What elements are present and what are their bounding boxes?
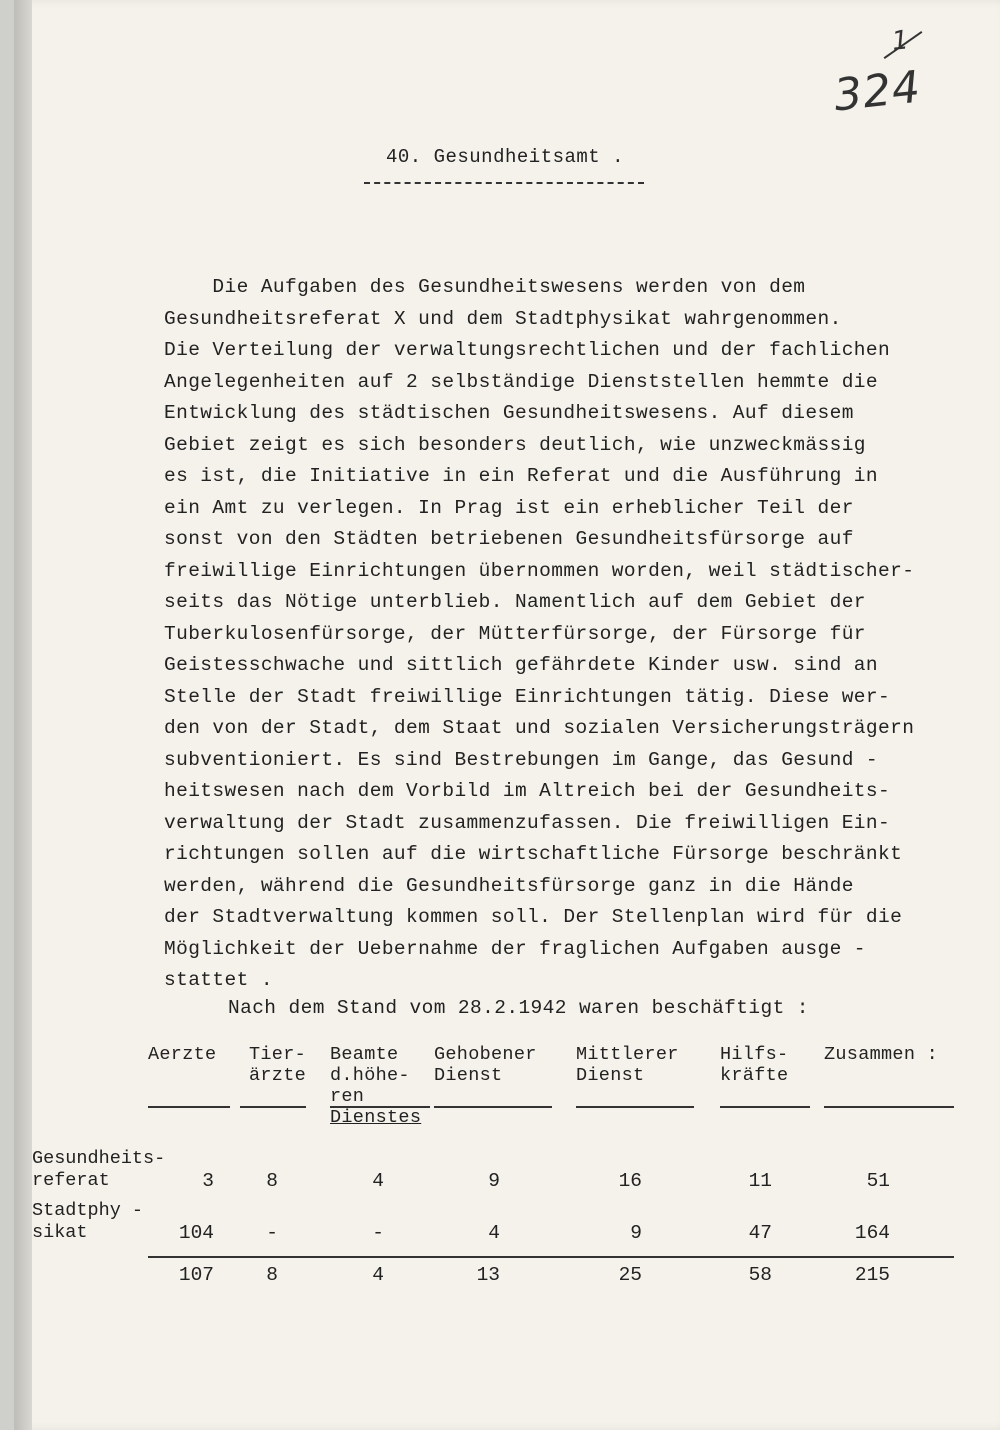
title-underline — [364, 182, 644, 184]
total-cell: 25 — [618, 1264, 642, 1286]
column-header — [576, 1044, 679, 1086]
body-line: Angelegenheiten auf 2 selbständige Dienststellen hemmte die — [164, 370, 879, 393]
column-header-rule — [148, 1106, 230, 1108]
body-line: ein Amt zu verlegen. In Prag ist ein erheblicher Teil der — [164, 496, 854, 519]
column-header-line: Gehobener — [434, 1044, 537, 1065]
column-header-line: Aerzte — [148, 1044, 217, 1065]
column-header-line: Zusammen : — [824, 1044, 939, 1065]
total-cell: 4 — [372, 1264, 384, 1286]
column-header-rule — [240, 1106, 306, 1108]
column-header-rule — [330, 1106, 430, 1108]
body-line: freiwillige Einrichtungen übernommen worden, weil städtischer- — [164, 559, 915, 582]
table-cell: 51 — [866, 1170, 890, 1192]
folio-number: 324 — [831, 61, 924, 122]
body-line: sonst von den Städten betriebenen Gesundheitsfürsorge auf — [164, 528, 854, 550]
table-cell: 11 — [748, 1170, 772, 1192]
body-line: seits das Nötige unterblieb. Namentlich auf dem Gebiet der — [164, 591, 866, 613]
table-cell: 4 — [372, 1170, 384, 1192]
body-line: Geistesschwache und sittlich gefährdete Kinder usw. sind an — [164, 654, 879, 676]
table-cell: 9 — [488, 1170, 500, 1192]
body-line: verwaltung der Stadt zusammenzufassen. Die freiwilligen Ein- — [164, 811, 891, 834]
row-label — [32, 1200, 143, 1244]
body-line: werden, während die Gesundheitsfürsorge ganz in die Hände — [164, 874, 854, 897]
row-label-line: sikat — [32, 1222, 88, 1243]
column-header-line: kräfte — [720, 1065, 789, 1086]
body-line: Die Aufgaben des Gesundheitswesens werden von dem — [164, 276, 806, 298]
table-cell: 164 — [854, 1222, 890, 1244]
table-cell: 16 — [618, 1170, 642, 1192]
body-line: Stelle der Stadt freiwillige Einrichtungen tätig. Diese wer- — [164, 685, 891, 708]
total-cell: 8 — [266, 1264, 278, 1286]
table-cell: 47 — [748, 1222, 772, 1244]
folio-annotation — [832, 22, 942, 132]
column-header-line: Tier- — [248, 1044, 306, 1065]
body-line: der Stadtverwaltung kommen soll. Der Stellenplan wird für die — [164, 906, 903, 928]
row-label-line: Gesundheits- — [32, 1148, 166, 1169]
body-line: Tuberkulosenfürsorge, der Mütterfürsorge, der Fürsorge für — [164, 622, 866, 645]
body-line: stattet . — [164, 969, 273, 991]
body-text — [164, 272, 964, 997]
total-cell: 58 — [748, 1264, 772, 1286]
body-line: richtungen sollen auf die wirtschaftliche Fürsorge beschränkt — [164, 843, 903, 865]
column-header-line: Dienstes — [330, 1107, 422, 1128]
table-cell: 8 — [266, 1170, 278, 1192]
column-header — [148, 1044, 216, 1065]
body-line: den von der Stadt, dem Staat und sozialen Versicherungsträgern — [164, 717, 915, 739]
page-title: 40. Gesundheitsamt . — [385, 146, 625, 168]
totals-rule — [148, 1256, 954, 1258]
column-header-line: d.höhe- — [330, 1065, 410, 1086]
body-line: Entwicklung des städtischen Gesundheitswesens. Auf diesem — [164, 402, 854, 424]
total-cell: 13 — [476, 1264, 500, 1286]
row-label-line: Stadtphy - — [32, 1200, 144, 1221]
column-header-line: Dienst — [576, 1065, 645, 1086]
folio-top: 1 — [890, 25, 911, 57]
table-cell: 3 — [202, 1170, 214, 1192]
row-label — [32, 1148, 165, 1192]
total-cell: 107 — [178, 1264, 214, 1286]
column-header-line: Mittlerer — [576, 1044, 679, 1065]
body-line: heitswesen nach dem Vorbild im Altreich bei der Gesundheits- — [164, 780, 891, 802]
body-line: es ist, die Initiative in ein Referat und die Ausführung in — [164, 465, 879, 487]
column-header-line: Beamte — [330, 1044, 399, 1065]
column-header-rule — [720, 1106, 810, 1108]
table-cell: - — [266, 1222, 278, 1244]
column-header-rule — [576, 1106, 694, 1108]
column-header-line: ren — [330, 1086, 365, 1107]
body-line: Gebiet zeigt es sich besonders deutlich, wie unzweckmässig — [164, 433, 866, 456]
body-line: Die Verteilung der verwaltungsrechtlichen und der fachlichen — [164, 339, 891, 361]
table-cell: 4 — [488, 1222, 500, 1244]
column-header-line: Hilfs- — [720, 1044, 789, 1065]
column-header — [824, 1044, 938, 1065]
column-header — [720, 1044, 788, 1086]
table-cell: 9 — [630, 1222, 642, 1244]
column-header-rule — [824, 1106, 954, 1108]
column-header — [240, 1044, 306, 1086]
column-header — [330, 1044, 421, 1128]
page-edge — [14, 0, 32, 1430]
body-line: Möglichkeit der Uebernahme der fraglichen Aufgaben ausge - — [164, 937, 866, 960]
table-intro: Nach dem Stand vom 28.2.1942 waren beschäftigt : — [228, 997, 809, 1019]
column-header-rule — [434, 1106, 552, 1108]
column-header-line: ärzte — [248, 1065, 306, 1086]
column-header — [434, 1044, 537, 1086]
body-line: subventioniert. Es sind Bestrebungen im Gange, das Gesund - — [164, 748, 879, 771]
row-label-line: referat — [32, 1170, 110, 1191]
table-cell: - — [372, 1222, 384, 1244]
column-header-line: Dienst — [434, 1065, 503, 1086]
body-line: Gesundheitsreferat X und dem Stadtphysikat wahrgenommen. — [164, 307, 842, 330]
total-cell: 215 — [854, 1264, 890, 1286]
table-cell: 104 — [178, 1222, 214, 1244]
